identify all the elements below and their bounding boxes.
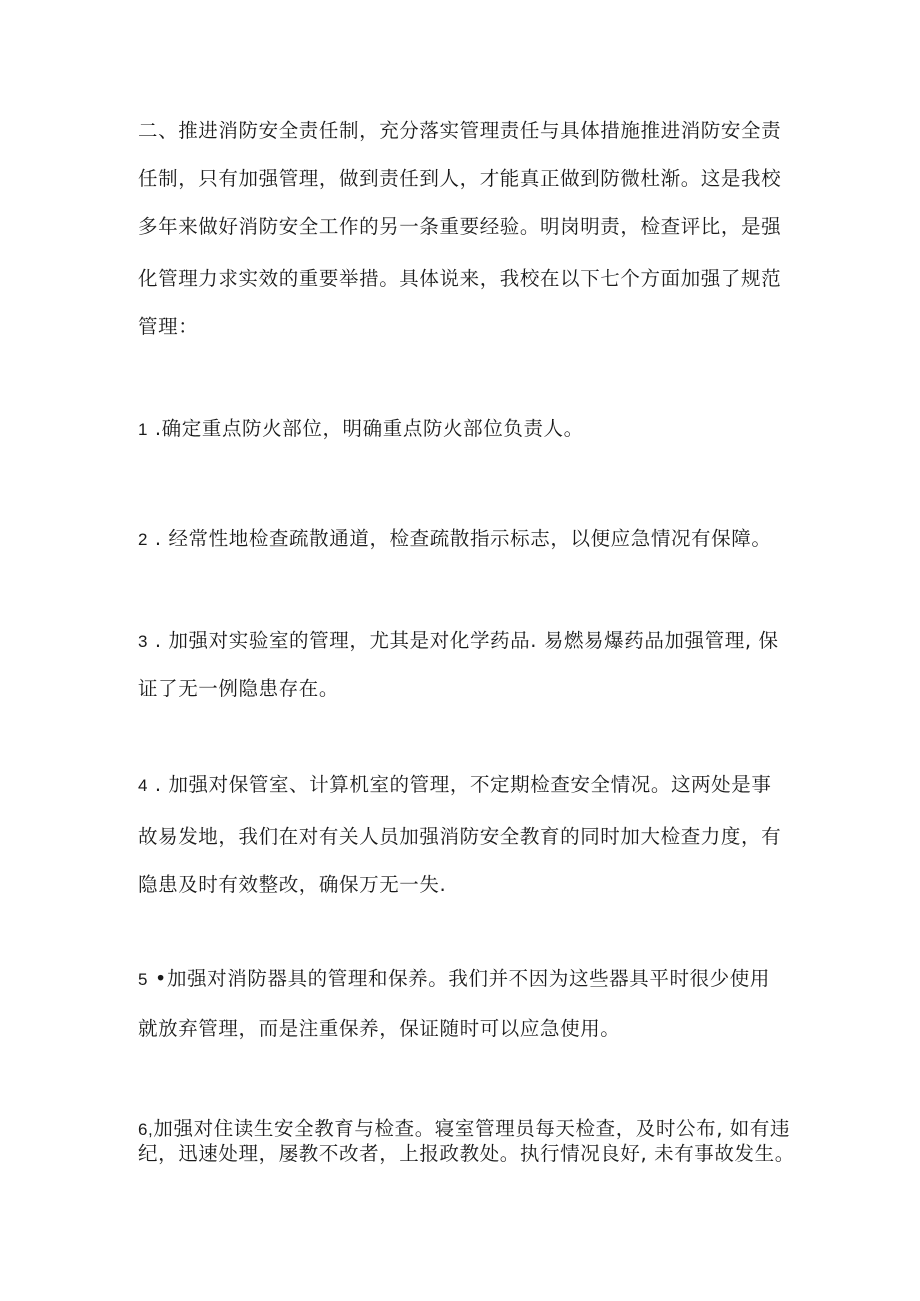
item-6 (138, 1116, 790, 1143)
item-1 (138, 416, 584, 443)
item-5-number: 5 (138, 970, 149, 989)
item-4-line-2: 故易发地，我们在对有关人员加强消防安全教育的同时加大检查力度，有 (138, 825, 782, 848)
item-6-line-1: 加强对住读生安全教育与检查。寝室管理员每天检查，及时公布, 如有违 (153, 1117, 791, 1140)
item-5 (138, 966, 770, 993)
item-3-line-2: 证了无一例隐患存在。 (138, 677, 340, 700)
item-4-line-3: 隐患及时有效整改，确保万无一失. (138, 873, 447, 896)
section2-line-2: 任制，只有加强管理，做到责任到人，才能真正做到防微杜渐。这是我校 (138, 167, 782, 190)
item-2-line-1: . 经常性地检查疏散通道，检查疏散指示标志，以便应急情况有保障。 (148, 527, 772, 550)
item-5-line-2: 就放弃管理，而是注重保养，保证随时可以应急使用。 (138, 1017, 621, 1040)
item-6-line-2: 纪，迅速处理，屡教不改者，上报政教处。执行情况良好, 未有事故发生。 (138, 1142, 795, 1165)
section2-line-1: 二、推进消防安全责任制，充分落实管理责任与具体措施推进消防安全责 (138, 119, 782, 142)
item-4-number: 4 (138, 776, 149, 795)
item-1-line-1: .确定重点防火部位，明确重点防火部位负责人。 (148, 417, 584, 440)
section2-line-4: 化管理力求实效的重要举措。具体说来，我校在以下七个方面加强了规范 (138, 267, 782, 290)
item-3-line-1: . 加强对实验室的管理，尤其是对化学药品. 易燃易爆药品加强管理, 保 (148, 629, 779, 652)
item-2-number: 2 (138, 530, 149, 549)
item-4 (138, 772, 771, 799)
item-1-number: 1 (138, 420, 149, 439)
item-2 (138, 526, 771, 553)
item-3-number: 3 (138, 632, 149, 651)
item-4-line-1: . 加强对保管室、计算机室的管理，不定期检查安全情况。这两处是事 (148, 773, 772, 796)
section2-line-3: 多年来做好消防安全工作的另一条重要经验。明岗明责，检查评比，是强 (138, 215, 782, 238)
item-3 (138, 628, 779, 655)
section2-line-5: 管理： (138, 315, 199, 338)
item-6-number: 6, (138, 1120, 154, 1139)
item-5-line-1: •加强对消防器具的管理和保养。我们并不因为这些器具平时很少使用 (148, 967, 770, 990)
